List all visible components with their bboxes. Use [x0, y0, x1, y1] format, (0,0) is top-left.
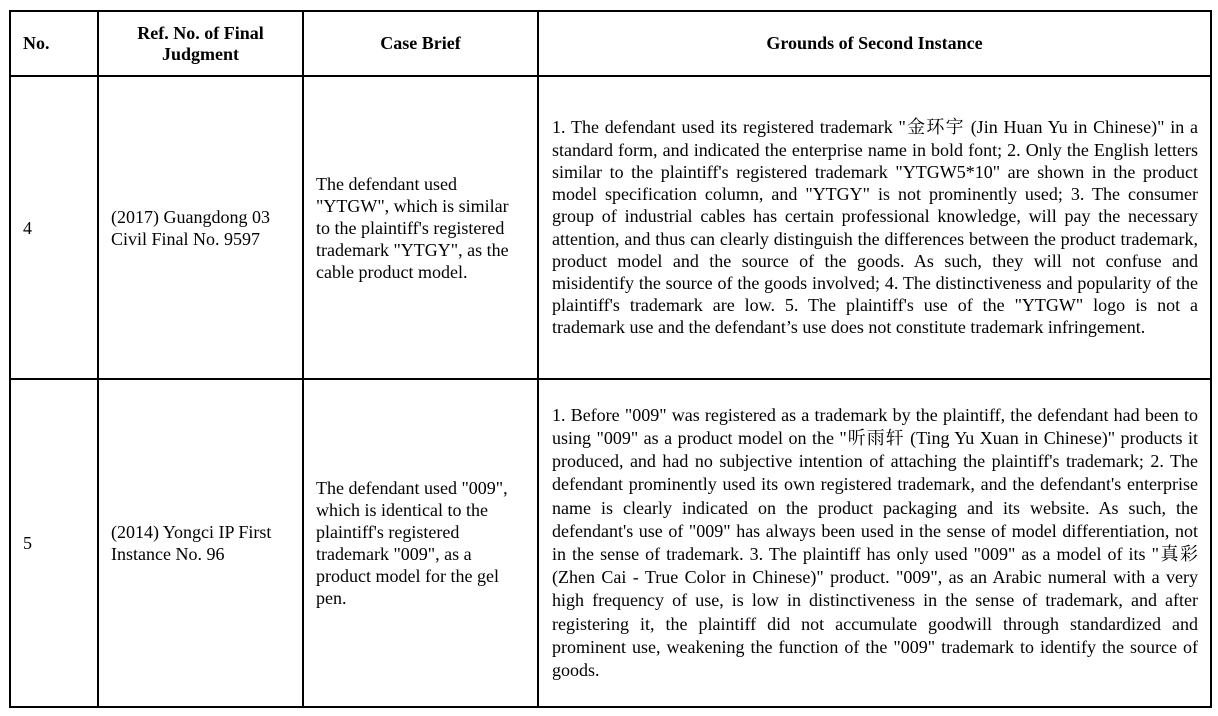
case-brief: The defendant used "009", which is identical to the plaintiff's registered trademark "009", as a product model for the gel pen. — [303, 379, 538, 707]
header-row — [10, 11, 1211, 76]
row-number: 4 — [10, 76, 98, 379]
table-row — [10, 379, 1211, 707]
grounds-text: 1. The defendant used its registered trademark "金环宇 (Jin Huan Yu in Chinese)" in a standard form, and indicated the enterprise name in bold font; 2. Only the English letters similar to the plaintiff's registered trademark "YTGW5*10" are shown in the product model specification column, and "YTGY" is not prominently used; 3. The consumer group of industrial cables has certain professional knowledge, will pay the necessary attention, and thus can clearly distinguish the differences between the product trademark, product model and the source of the goods. As such, they will not confuse and misidentify the source of the goods involved; 4. The distinctiveness and popularity of the plaintiff's trademark are low. 5. The plaintiff's use of the "YTGW" logo is not a trademark use and the defendant’s use does not constitute trademark infringement. — [538, 76, 1211, 379]
grounds-text: 1. Before "009" was registered as a trademark by the plaintiff, the defendant had been to using "009" as a product model on the "听雨轩 (Ting Yu Xuan in Chinese)" products it produced, and had no subjective intention of attaching the plaintiff's trademark; 2. The defendant prominently used its own registered trademark, and the defendant's enterprise name is clearly indicated on the product packaging and its website. As such, the defendant's use of "009" has always been used in the sense of model differentiation, not in the sense of trademark. 3. The plaintiff has only used "009" as a model of its "真彩 (Zhen Cai - True Color in Chinese)" product. "009", as an Arabic numeral with a very high frequency of use, is low in distinctiveness in the sense of trademark, and after registering it, the plaintiff did not accumulate goodwill through standardized and prominent use, weakening the function of the "009" trademark to identify the source of goods. — [538, 379, 1211, 707]
ref-number: (2017) Guangdong 03 Civil Final No. 9597 — [98, 76, 303, 379]
case-brief: The defendant used "YTGW", which is similar to the plaintiff's registered trademark "YTGY", as the cable product model. — [303, 76, 538, 379]
header-no: No. — [10, 11, 98, 76]
ref-number: (2014) Yongci IP First Instance No. 96 — [98, 379, 303, 707]
judgment-table — [9, 10, 1212, 708]
header-grounds: Grounds of Second Instance — [538, 11, 1211, 76]
header-case-brief: Case Brief — [303, 11, 538, 76]
table-row — [10, 76, 1211, 379]
header-ref-no: Ref. No. of Final Judgment — [98, 11, 303, 76]
row-number: 5 — [10, 379, 98, 707]
